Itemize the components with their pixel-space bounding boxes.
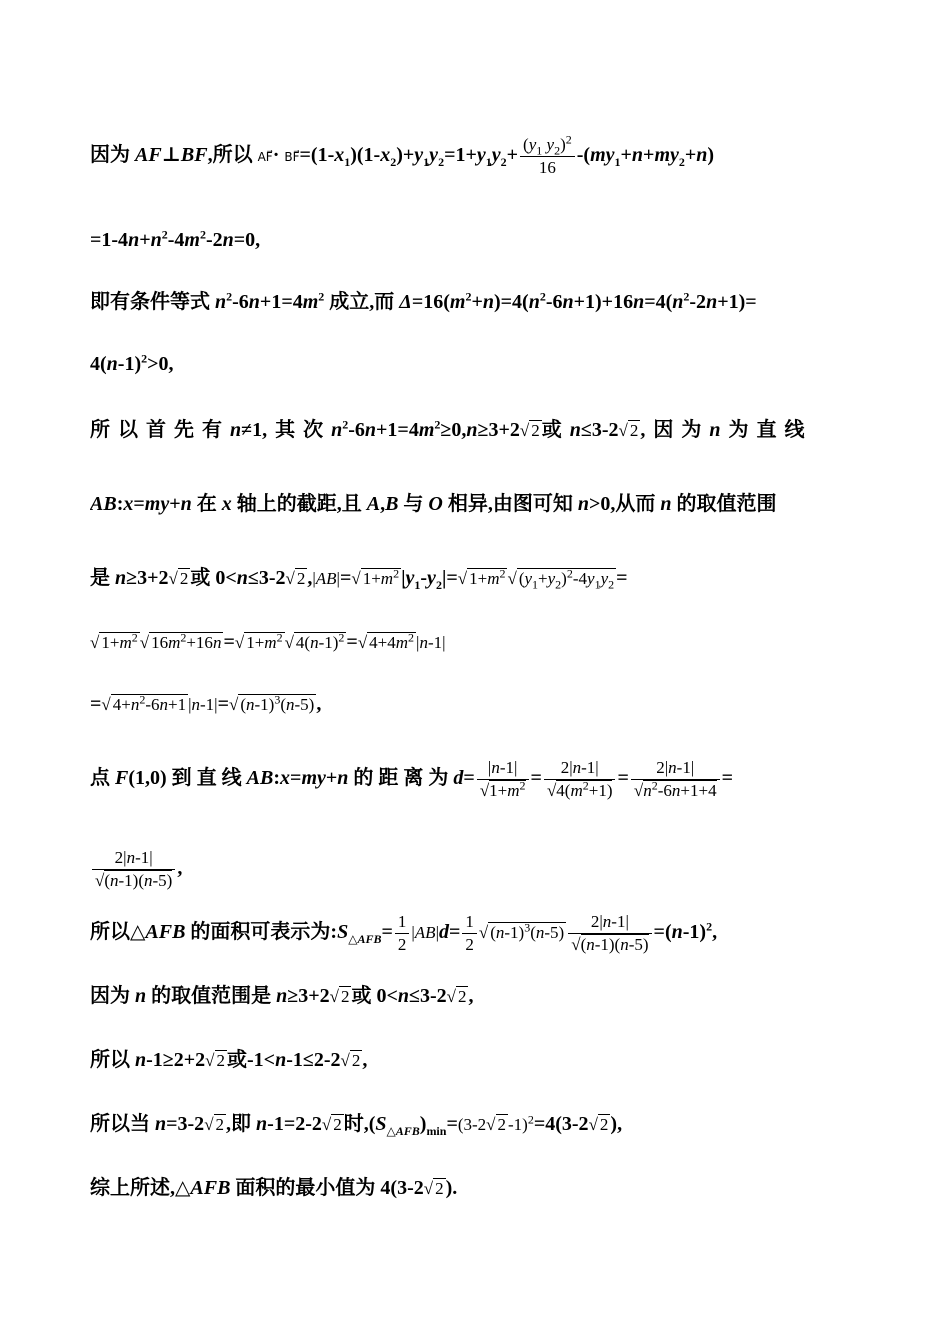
solution-line-5: 所 以 首 先 有 n≠1, 其 次 $n^2-6n+1=4m^2\ge 0,n\ge 3+2√$ 2 或 n≤3-2√ 2 , 因 为 n 为 直 线 <box>90 417 805 441</box>
solution-line-8: √ $1+m^2$ √ $16m^2+16n$ =√ $1+m^2$ √ $4(n-1)^2$ =√ $4+4m^2$ |n-1| <box>90 630 446 653</box>
solution-line-16: 综上所述,△AFB 面积的最小值为 4(3-2√ 2 ). <box>90 1177 458 1199</box>
solution-line-14: 所以 n-1≥2+2√ 2 或-1<n-1≤2-2√ 2 , <box>90 1049 368 1071</box>
solution-line-1: 因为 AF⊥BF,所以 AF⃗· $BF⃗=(1-x_1)(1-x_2)+y_1y_2=1+y_1y_2+$ $\frac{(y_1 y_2)^2}{16}$ $-(my_1+n+my_2+n)$ <box>90 134 715 177</box>
solution-line-3: 即有条件等式 $n^2-6n+1=4m^2$ 成立,而 $\Delta=16(m^2+n)=4(n^2-6n+1)+16n=4(n^2-2n+1)=$ <box>90 289 757 313</box>
fraction: $\frac{(y_1 y_2)^2}{16}$ <box>520 134 575 179</box>
solution-line-7: 是 n≥3+2√ 2 或 0<n≤3-2√ 2 ,|AB|=√ $1+m^2$ $|y_1-y_2|=√$ $1+m^2$ √ $(y_1+y_2)^2-4y_1y_2$ = <box>90 566 628 592</box>
solution-line-15: 所以当 n=3-2√ 2 ,即 n-1=2-2√ 2 时$,(S_{\triangle AFB})_{min}=(3-2√$ 2 -1)$^2$=4(3-2√ 2 ), <box>90 1112 623 1138</box>
solution-line-11: $\frac{2|n-1|}{√(n-1)(n-5)}$ , <box>90 842 860 894</box>
solution-line-4: $4(n-1)^2>0$, <box>90 351 174 375</box>
vector-bf: BF⃗ <box>284 150 300 165</box>
solution-line-12: 所以△AFB 的面积可表示为$:S_{\triangle AFB}=$ $\frac{1}{2}$ |AB|d= $\frac{1}{2}$ √ $(n-1)^3(n-5)$ $\frac{2|n-1|}{√(n-1)(n-5)}$ $=(n-1)^2$, <box>90 911 718 954</box>
solution-line-9: =√ $4+n^2-6n+1$ |n-1|=√ $(n-1)^3(n-5)$ , <box>90 692 322 715</box>
vector-af: AF⃗ <box>257 150 273 165</box>
solution-line-13: 因为 n 的取值范围是 n≥3+2√ 2 或 0<n≤3-2√ 2 , <box>90 985 474 1007</box>
solution-line-2: $=1-4n+n^2-4m^2-2n=0$, <box>90 227 261 251</box>
solution-line-6: AB:x=my+n 在 x 轴上的截距,且 A,B 与 O 相异,由图可知 n>0,从而 n 的取值范围 <box>90 493 777 515</box>
solution-line-10: 点 F(1,0) 到 直 线 AB:x=my+n 的 距 离 为 d= $\frac{|n-1|}{√1+m^2}$ = $\frac{2|n-1|}{√4(m^2+1)}$ = $\frac{2|n-1|}{√n^2-6n+1+4}$ = <box>90 757 733 800</box>
